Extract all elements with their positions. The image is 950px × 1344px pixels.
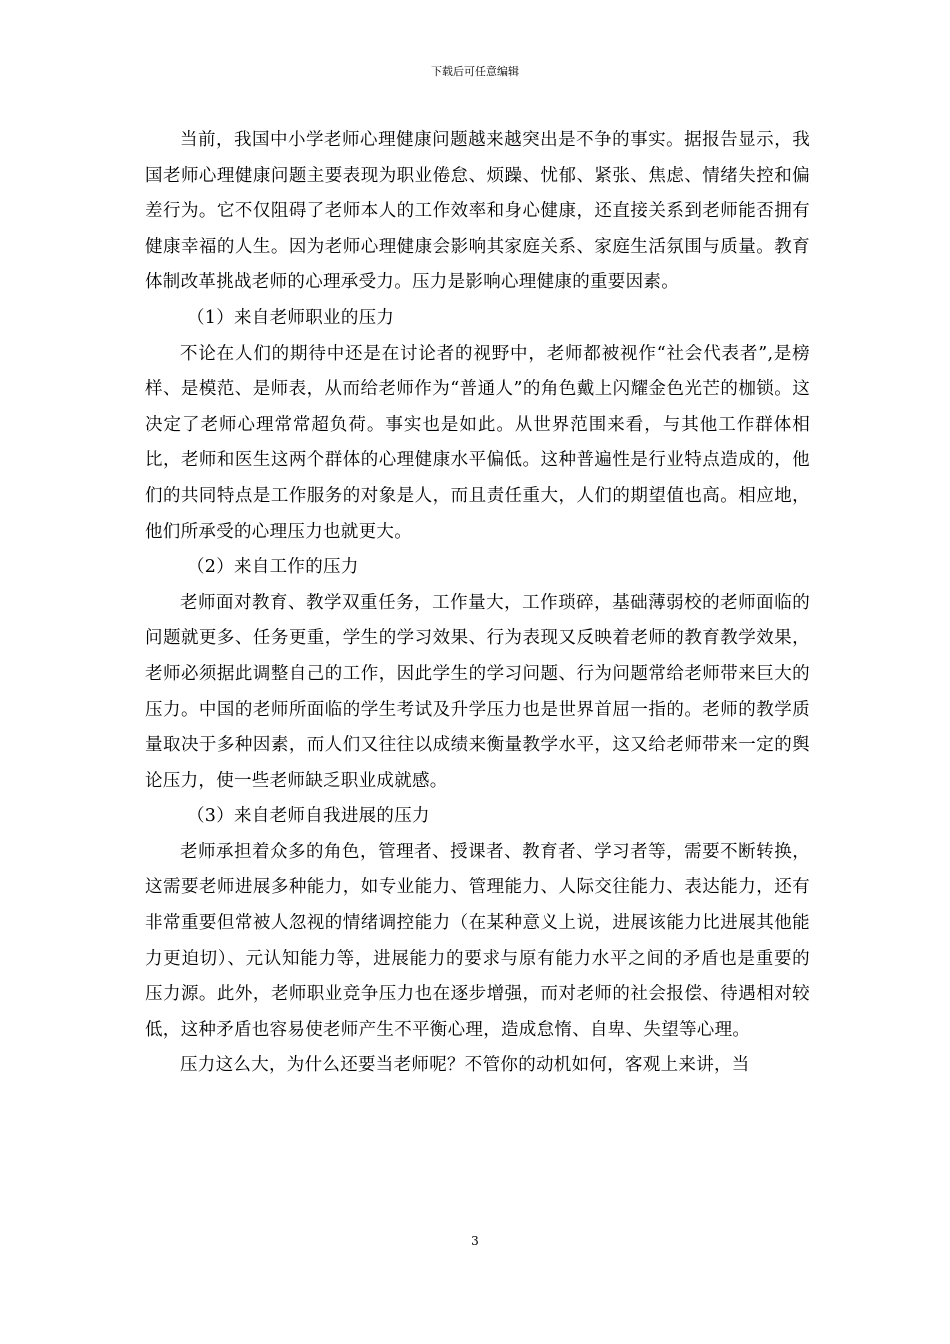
paragraph-section-3: 老师承担着众多的角色，管理者、授课者、教育者、学习者等，需要不断转换，这需要老师进展多种能力，如专业能力、管理能力、人际交往能力、表达能力，还有非常重要但常被人忽视的情绪调控能力（在某种意义上说，进展该能力比进展其他能力更迫切）、元认知能力等，进展能力的要求与原有能力水平之间的矛盾也是重要的压力源。此外，老师职业竞争压力也在逐步增强，而对老师的社会报偿、待遇相对较低，这种矛盾也容易使老师产生不平衡心理，造成怠惰、自卑、失望等心理。 (145, 841, 810, 1040)
document-body (145, 123, 810, 1084)
paragraph-intro: 当前，我国中小学老师心理健康问题越来越突出是不争的事实。据报告显示，我国老师心理健康问题主要表现为职业倦怠、烦躁、忧郁、紧张、焦虑、情绪失控和偏差行为。它不仅阻碍了老师本人的工作效率和身心健康，还直接关系到老师能否拥有健康幸福的人生。因为老师心理健康会影响其家庭关系、家庭生活氛围与质量。教育体制改革挑战老师的心理承受力。压力是影响心理健康的重要因素。 (145, 130, 810, 293)
section-heading-2: （2）来自工作的压力 (187, 557, 359, 578)
section-heading-1: （1）来自老师职业的压力 (187, 307, 395, 328)
paragraph-section-2: 老师面对教育、教学双重任务，工作量大，工作琐碎，基础薄弱校的老师面临的问题就更多、任务更重，学生的学习效果、行为表现又反映着老师的教育教学效果，老师必须据此调整自己的工作，因此学生的学习问题、行为问题常给老师带来巨大的压力。中国的老师所面临的学生考试及升学压力也是世界首屈一指的。老师的教学质量取决于多种因素，而人们又往往以成绩来衡量教学水平，这又给老师带来一定的舆论压力，使一些老师缺乏职业成就感。 (145, 592, 810, 791)
paragraph-closing: 压力这么大，为什么还要当老师呢？不管你的动机如何，客观上来讲，当 (180, 1055, 750, 1076)
page-header: 下载后可任意编辑 (431, 65, 519, 78)
section-heading-3: （3）来自老师自我进展的压力 (187, 806, 430, 827)
page-number: 3 (471, 1234, 479, 1248)
paragraph-section-1: 不论在人们的期待中还是在讨论者的视野中，老师都被视作“社会代表者”,是榜样、是模范、是师表，从而给老师作为“普通人”的角色戴上闪耀金色光芒的枷锁。这决定了老师心理常常超负荷。事实也是如此。从世界范围来看，与其他工作群体相比，老师和医生这两个群体的心理健康水平偏低。这种普遍性是行业特点造成的，他们的共同特点是工作服务的对象是人，而且责任重大，人们的期望值也高。相应地，他们所承受的心理压力也就更大。 (145, 343, 810, 542)
